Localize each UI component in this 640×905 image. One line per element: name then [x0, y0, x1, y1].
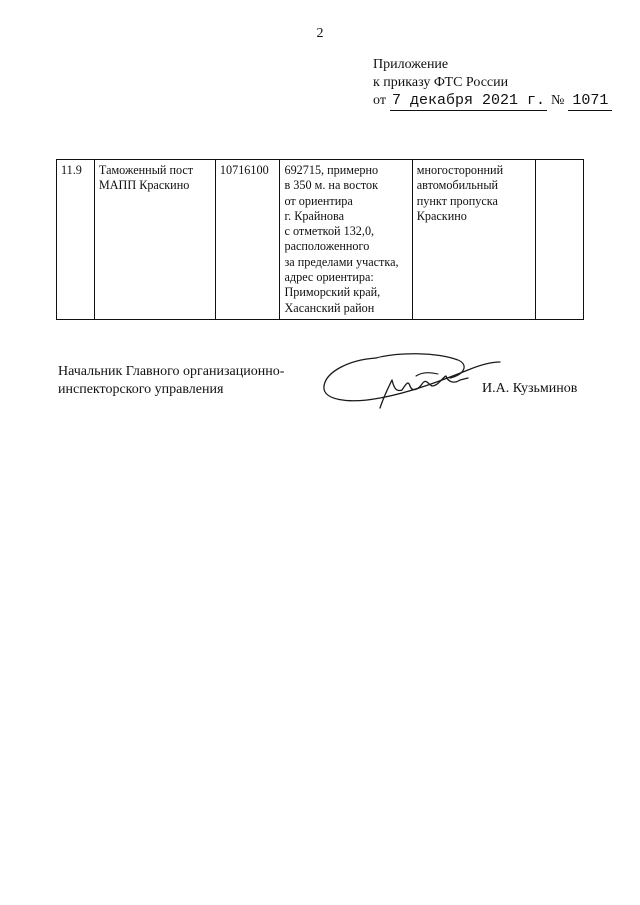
address-line: адрес ориентира: — [284, 270, 374, 285]
address-line: от ориентира — [284, 193, 353, 208]
empty-cell — [535, 160, 583, 320]
checkpoint-type: многосторонний автомобильный пункт пропуска Краскино — [412, 160, 535, 320]
signatory-title-line: инспекторского управления — [58, 382, 224, 397]
order-number: 1071 — [568, 92, 612, 111]
row-number: 11.9 — [57, 160, 95, 320]
address-line: расположенного — [284, 239, 370, 254]
customs-post-table — [56, 159, 584, 320]
signatory-title-line: Начальник Главного организационно- — [58, 364, 285, 379]
address-line: Хасанский район — [284, 300, 375, 315]
address-line: в 350 м. на восток — [284, 178, 379, 193]
appendix-header — [373, 56, 609, 111]
table-row — [57, 160, 584, 320]
order-date: 7 декабря 2021 г. — [391, 92, 545, 109]
address-line: Приморский край, — [284, 285, 381, 300]
address-line: с отметкой 132,0, — [284, 224, 375, 239]
signatory-title — [58, 363, 284, 399]
appendix-title: Приложение — [373, 57, 449, 72]
order-date-line — [373, 92, 609, 111]
order-prefix: от — [373, 93, 386, 108]
signatory-name: И.А. Кузьминов — [482, 381, 578, 396]
post-address — [280, 160, 412, 320]
address-line: 692715, примерно — [284, 163, 379, 177]
address-line: за пределами участка, — [284, 254, 399, 269]
post-name: Таможенный пост МАПП Краскино — [94, 160, 215, 320]
order-number-sign: № — [550, 93, 565, 108]
post-code: 10716100 — [215, 160, 280, 320]
page-number: 2 — [316, 26, 324, 41]
handwritten-signature — [318, 346, 503, 416]
address-line: г. Крайнова — [284, 208, 344, 223]
order-reference: к приказу ФТС России — [373, 75, 509, 90]
